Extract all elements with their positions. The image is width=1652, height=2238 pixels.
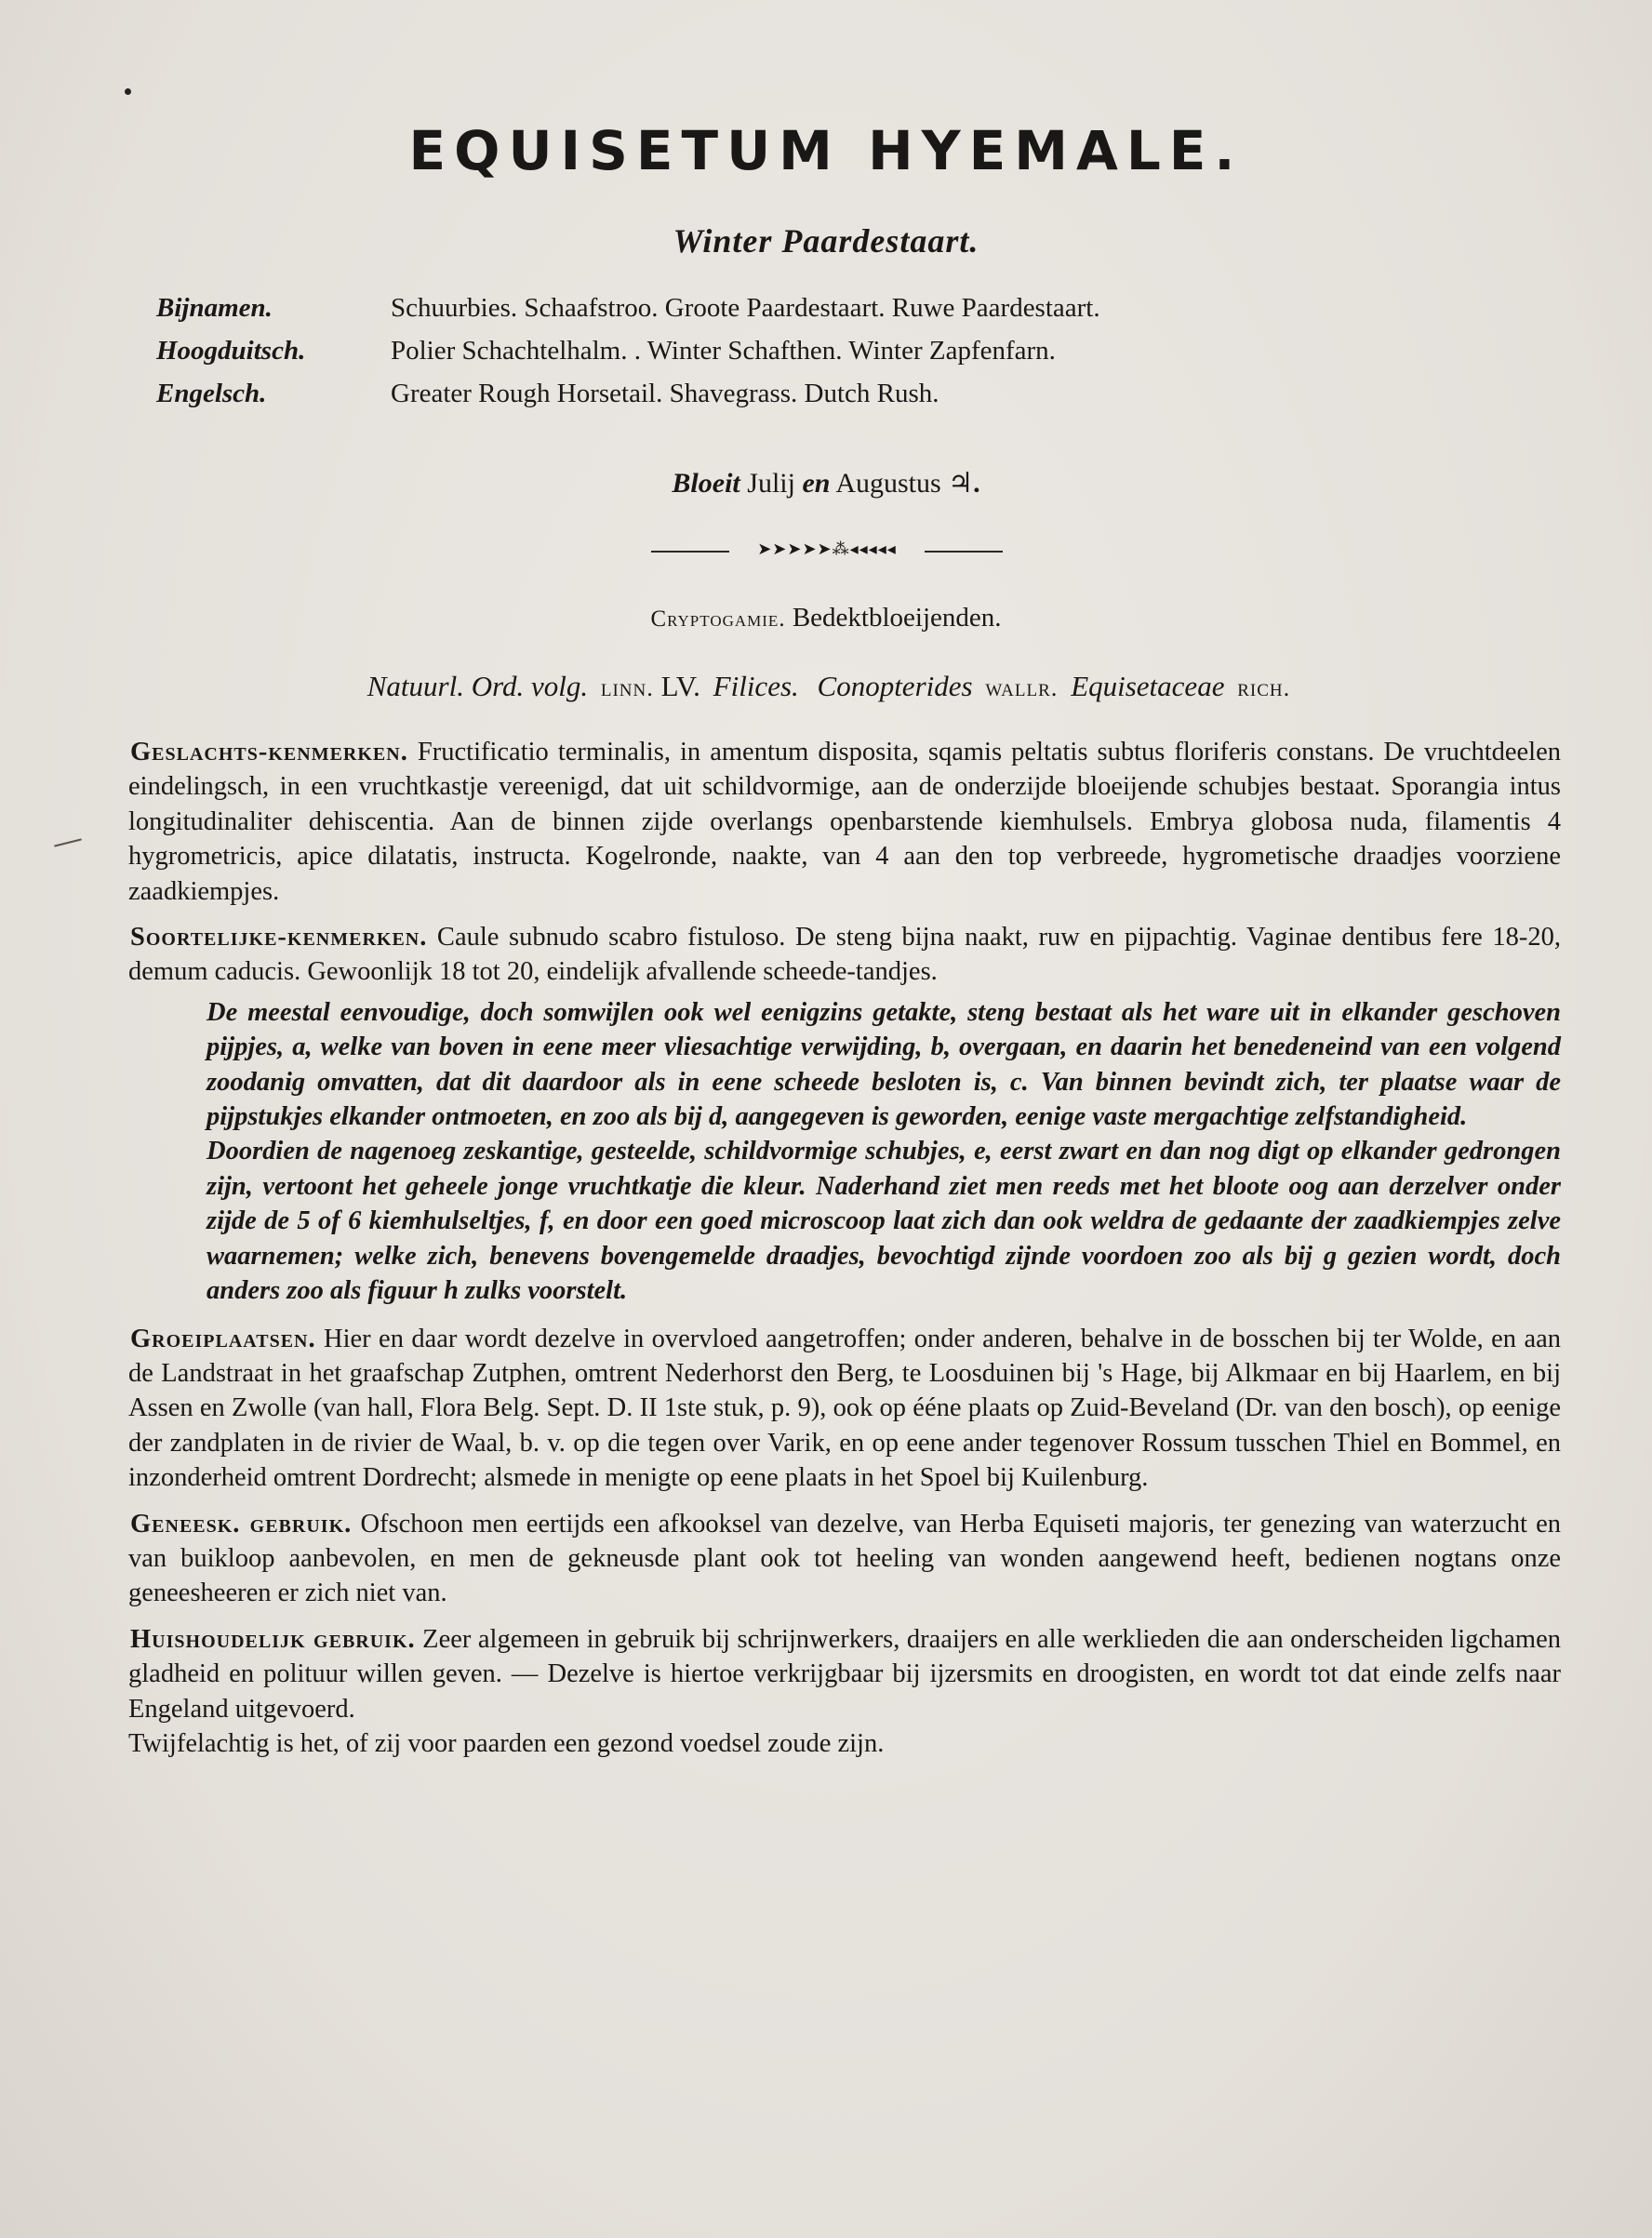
body-text: [128, 735, 1561, 1772]
name-value: Schuurbies. Schaafstroo. Groote Paardestaart. Ruwe Paardestaart.: [391, 293, 1100, 323]
page-title: EQUISETUM HYEMALE.: [408, 119, 1244, 182]
habitats: [128, 1322, 1561, 1496]
section-text: Ofschoon men eertijds een afkooksel van dezelve, van Herba Equiseti majoris, ter genezing van waterzucht en van buikloop aanbevolen, en men de gekneusde plant ook tot heeling van wonden aangewend heeft, bedienen nogtans onze geneesheeren er zich niet van.: [128, 1509, 1561, 1608]
flowering-month: Julij: [747, 468, 795, 499]
speck-dot: [125, 88, 131, 95]
order-label: Natuurl. Ord. volg.: [366, 670, 589, 702]
name-row: [156, 336, 1100, 379]
household-use: [128, 1622, 1561, 1726]
name-label: Bijnamen.: [156, 293, 273, 323]
name-row: [156, 293, 1100, 336]
genus-characters: [128, 735, 1561, 909]
order-equisetaceae: Equisetaceae: [1071, 670, 1225, 702]
margin-pencil-mark: [54, 838, 82, 846]
medicinal-use: [128, 1507, 1561, 1611]
section-label: Groeiplaatsen.: [130, 1324, 316, 1353]
section-label: Huishoudelijk gebruik.: [130, 1624, 416, 1654]
ornament-glyphs: ➤➤➤➤➤⁂◂◂◂◂◂: [757, 540, 897, 558]
flowering-conj: en: [802, 468, 831, 499]
page-subtitle: Winter Paardestaart.: [673, 222, 979, 260]
flowering-month: Augustus: [835, 468, 941, 499]
order-conopterides: Conopterides: [817, 670, 973, 702]
name-row: [156, 379, 1100, 421]
author-rich: rich.: [1237, 673, 1291, 701]
section-text: Zeer algemeen in gebruik bij schrijnwerkers, draaijers en alle werklieden die aan onderscheiden ligchamen gladheid en polituur willen geven. — Dezelve is hiertoe verkrijgbaar bij ijzersmits en droogisten, en wordt tot dat einde zelfs naar Engeland uitgevoerd.: [128, 1624, 1561, 1724]
class-value: Bedektbloeijenden.: [792, 603, 1002, 633]
divider-line: [651, 551, 729, 553]
author-linn: linn.: [600, 673, 654, 701]
divider-line: [925, 551, 1003, 553]
flowering-line: [0, 467, 1652, 500]
author-wallr: wallr.: [985, 673, 1059, 701]
section-text: Fructificatio terminalis, in amentum disposita, sqamis peltatis subtus floriferis constans. De vruchtdeelen eindelingsch, in een vruchtkastje vereenigd, dat uit schildvormige, aan de onderzijde bloeijende schubjes bestaat. Sporangia intus longitudinaliter dehiscentia. Aan de binnen zijde overlangs openbarstende kiemhulsels. Embrya globosa nuda, filamentis 4 hygrometricis, apice dilatatis, instructa. Kogelronde, naakte, van 4 aan den top verbreede, hygrometische draadjes voorziene zaadkiempjes.: [128, 738, 1561, 906]
vernacular-names: [156, 293, 1100, 421]
ornament-divider: [651, 540, 1003, 558]
name-label: Engelsch.: [156, 379, 267, 408]
closing-sentence: Twijfelachtig is het, of zij voor paarden een gezond voedsel zoude zijn.: [128, 1728, 885, 1758]
section-label: Geslachts-kenmerken.: [130, 738, 408, 766]
classification-line: [0, 603, 1652, 633]
order-number: LV.: [660, 670, 700, 702]
name-label: Hoogduitsch.: [156, 336, 306, 366]
section-label: Geneesk. gebruik.: [130, 1509, 353, 1539]
section-label: Soortelijke-kenmerken.: [130, 923, 428, 952]
natural-order-line: [0, 670, 1652, 703]
name-value: Polier Schachtelhalm. . Winter Schafthen. Winter Zapfenfarn.: [391, 336, 1056, 366]
class-label: Cryptogamie.: [650, 606, 786, 632]
order-filices: Filices.: [713, 670, 799, 702]
species-characters: [128, 920, 1561, 990]
name-value: Greater Rough Horsetail. Shavegrass. Dutch Rush.: [391, 379, 939, 408]
perennial-symbol: ♃.: [948, 468, 980, 499]
flowering-label: Bloeit: [672, 468, 740, 499]
description-paragraph: De meestal eenvoudige, doch somwijlen ook wel eenigzins getakte, steng bestaat als het ware uit in elkander geschoven pijpjes, a, welke van boven in eene meer vliesachtige verwijding, b, overgaan, en daarin het benedeneind van een volgend zoodanig omvatten, dat dit daardoor als in eene scheede besloten is, c. Van binnen bevindt zich, ter plaatse waar de pijpstukjes elkander ontmoeten, en zoo als bij d, aangegeven is geworden, eenige vaste mergachtige zelfstandigheid.: [206, 997, 1561, 1132]
description-paragraph: Doordien de nagenoeg zeskantige, gesteelde, schildvormige schubjes, e, eerst zwart en dan nog digt op elkander gedrongen zijn, vertoont het geheele jonge vruchtkatje die kleur. Naderhand ziet men reeds met het bloote oog aan derzelver onder zijde de 5 of 6 kiemhulseltjes, f, en door een goed microscoop laat zich dan ook weldra de gedaante der zaadkiempjes zelve waarnemen; welke zich, benevens bovengemelde draadjes, bevochtigd zijnde voordoen zoo als bij g gezien wordt, doch anders zoo als figuur h zulks voorstelt.: [206, 1137, 1561, 1306]
section-text: Caule subnudo scabro fistuloso. De steng bijna naakt, ruw en pijpachtig. Vaginae dentibus fere 18-20, demum caducis. Gewoonlijk 18 tot 20, eindelijk afvallende scheede-tandjes.: [128, 923, 1561, 987]
section-text: Hier en daar wordt dezelve in overvloed aangetroffen; onder anderen, behalve in de bosschen bij ter Wolde, en aan de Landstraat in het graafschap Zutphen, omtrent Nederhorst den Berg, te Loosduinen bij 's Hage, bij Alkmaar en bij Haarlem, en bij Assen en Zwolle (van hall, Flora Belg. Sept. D. II 1ste stuk, p. 9), ook op ééne plaats op Zuid-Beveland (Dr. van den bosch), op eenige der zandplaten in de rivier de Waal, b. v. op die tegen over Varik, en op eene ander tegenover Rossum tusschen Thiel en Bommel, en inzonderheid omtrent Dordrecht; alsmede in menigte op eene plaats in het Spoel bij Kuilenburg.: [128, 1324, 1561, 1493]
